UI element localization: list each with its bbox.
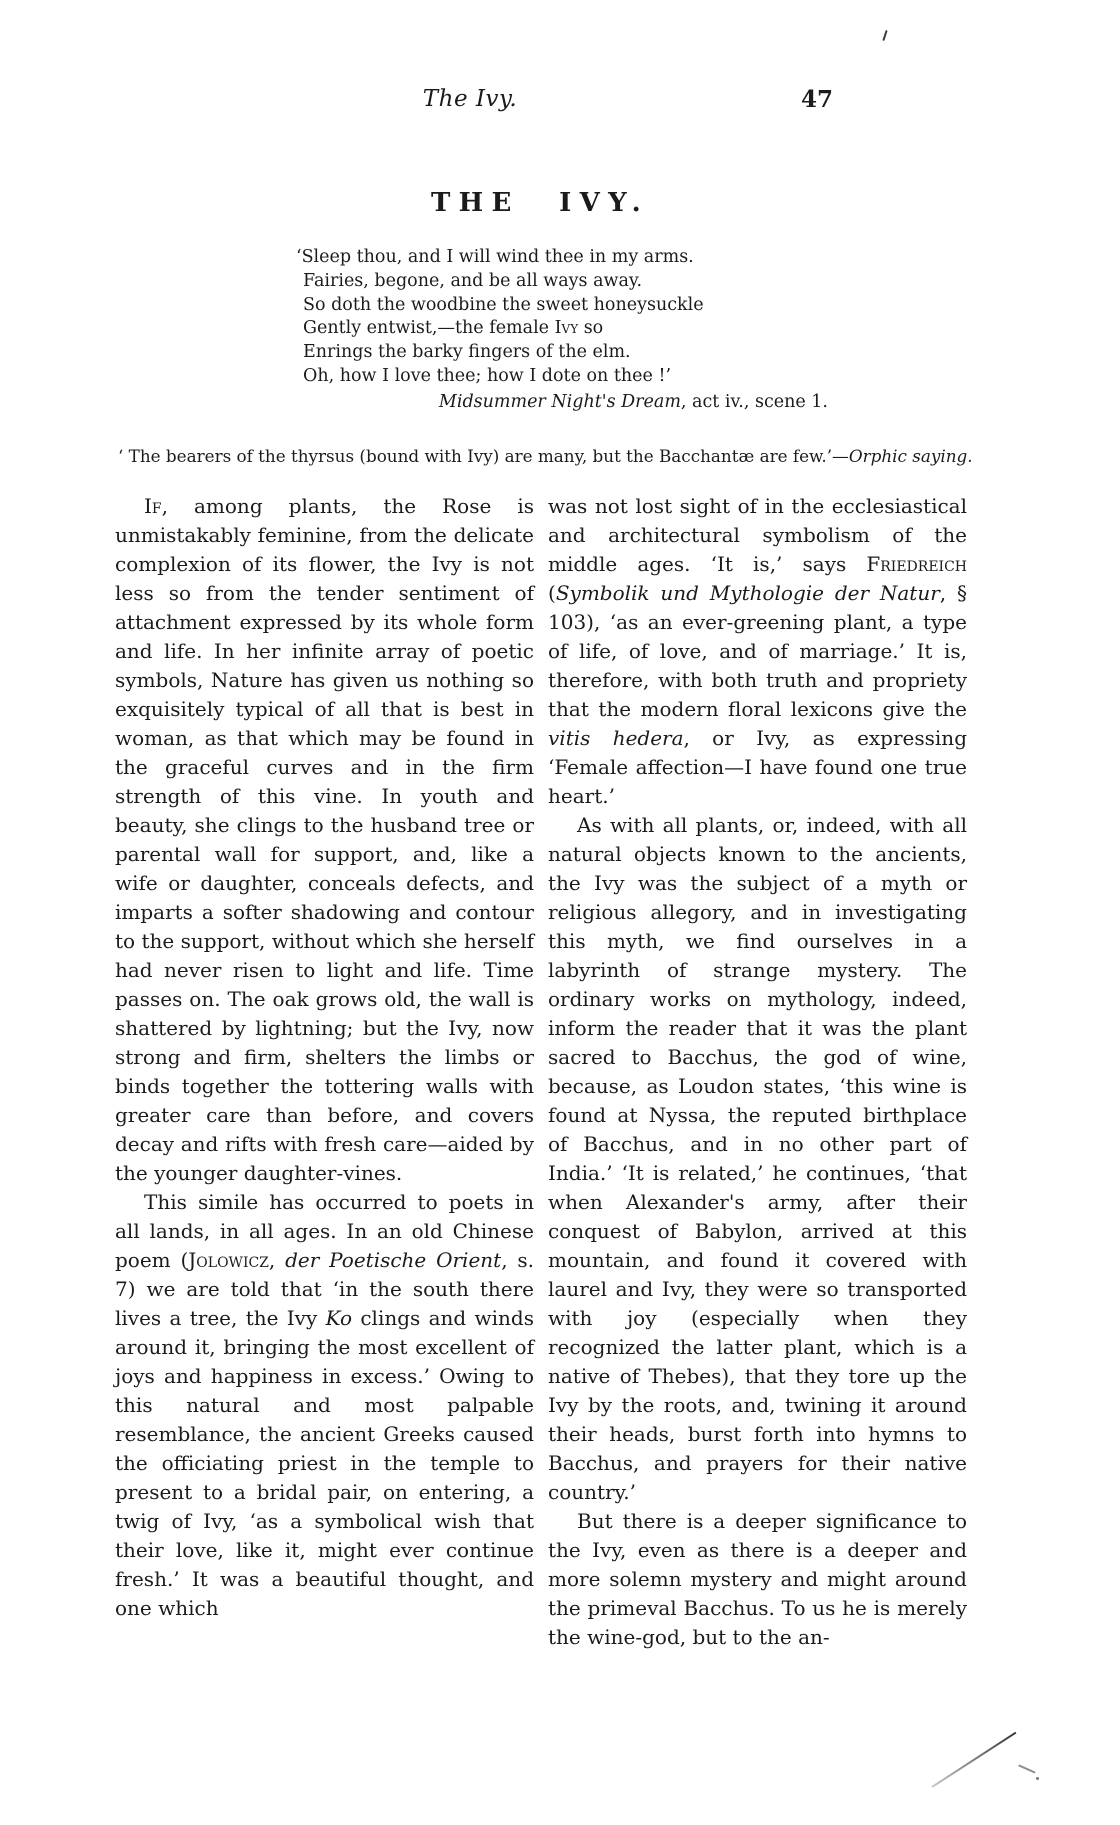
paragraph: As with all plants, or, indeed, with all natural objects known to the ancients, the Ivy was the subject of a myth or religious allegory, and in investigating this myth, we find ourselves in a labyrinth of strange mystery. The ordinary works on mythology, indeed, inform the reader that it was the plant sacred to Bacchus, the god of wine, because, as Loudon states, ‘this wine is found at Nyssa, the reputed birthplace of Bacchus, and in no other part of India.’ ‘It is related,’ he continues, ‘that when Alexander's army, after their conquest of Babylon, arrived at this mountain, and found it covered with laurel and Ivy, they were so transported with joy (especially when they recognized the latter plant, which is a native of Thebes), that they tore up the Ivy by the roots, and, twining it around their heads, burst forth into hymns to Bacchus, and prayers for their native country.’: [548, 813, 967, 1504]
paragraph: was not lost sight of in the ecclesiastical and architectural symbolism of the middle ages. ‘It is,’ says Friedreich (Symbolik und Mythologie der Natur, § 103), ‘as an ever-greening plant, a type of life, of love, and of marriage.’ It is, therefore, with both truth and propriety that the modern floral lexicons give the vitis hedera, or Ivy, as expressing ‘Female affection—I have found one true heart.’: [548, 494, 967, 808]
scan-artifact-tick: [882, 30, 887, 41]
poem-line: Fairies, begone, and be all ways away.: [303, 270, 643, 291]
body-text: [115, 492, 967, 1652]
scan-artifact-dot: [1036, 1777, 1039, 1780]
paragraph: This simile has occurred to poets in all lands, in all ages. In an old Chinese poem (Jolowicz, der Poetische Orient, s. 7) we are told that ‘in the south there lives a tree, the Ivy Ko clings and winds around it, bringing the most excellent of joys and happiness in excess.’ Owing to this natural and most palpable resemblance, the ancient Greeks caused the officiating priest in the temple to present to a bridal pair, on entering, a twig of Ivy, ‘as a symbolical wish that their love, like it, might ever continue fresh.’ It was a beautiful thought, and one which: [115, 1190, 535, 1620]
poem-line: So doth the woodbine the sweet honeysuckle: [303, 294, 704, 315]
poem-line: Oh, how I love thee; how I dote on thee !’: [303, 365, 672, 386]
scan-artifact-scratch: [931, 1732, 1016, 1788]
left-column: [115, 492, 534, 1652]
poem-line: Enrings the barky fingers of the elm.: [303, 342, 631, 363]
paragraph: If, among plants, the Rose is unmistakably feminine, from the delicate complexion of its flower, the Ivy is not less so from the tender sentiment of attachment expressed by its whole form and life. In her infinite array of poetic symbols, Nature has given us nothing so exquisitely typical of all that is best in woman, as that which may be found in the graceful curves and in the firm strength of this vine. In youth and beauty, she clings to the husband tree or parental wall for support, and, like a wife or daughter, conceals defects, and imparts a softer shadowing and contour to the support, without which she herself had never risen to light and life. Time passes on. The oak grows old, the wall is shattered by lightning; but the Ivy, now strong and firm, shelters the limbs or binds together the tottering walls with greater care than before, and covers decay and rifts with fresh care—aided by the younger daughter-vines.: [115, 494, 534, 1185]
running-header: [115, 86, 965, 120]
orphic-saying: ‘ The bearers of the thyrsus (bound with Ivy) are many, but the Bacchantæ are few.’—Orphic saying.: [118, 446, 973, 466]
right-column: [548, 492, 967, 1652]
running-title: The Ivy.: [422, 86, 518, 112]
chapter-title: THE IVY.: [430, 188, 650, 218]
page-number: 47: [801, 86, 834, 113]
paragraph: But there is a deeper significance to the Ivy, even as there is a deeper and more solemn mystery and might around the primeval Bacchus. To us he is merely the wine-god, but to the an-: [548, 1509, 967, 1649]
poem-attribution: Midsummer Night's Dream, act iv., scene 1.: [438, 391, 828, 412]
scan-artifact-scratch-tail: [1018, 1764, 1035, 1773]
epigraph-poem: [296, 246, 828, 412]
poem-lines: [296, 246, 828, 389]
poem-line: Gently entwist,—the female Ivy so: [303, 318, 604, 339]
poem-line: ‘Sleep thou, and I will wind thee in my arms.: [296, 247, 694, 267]
